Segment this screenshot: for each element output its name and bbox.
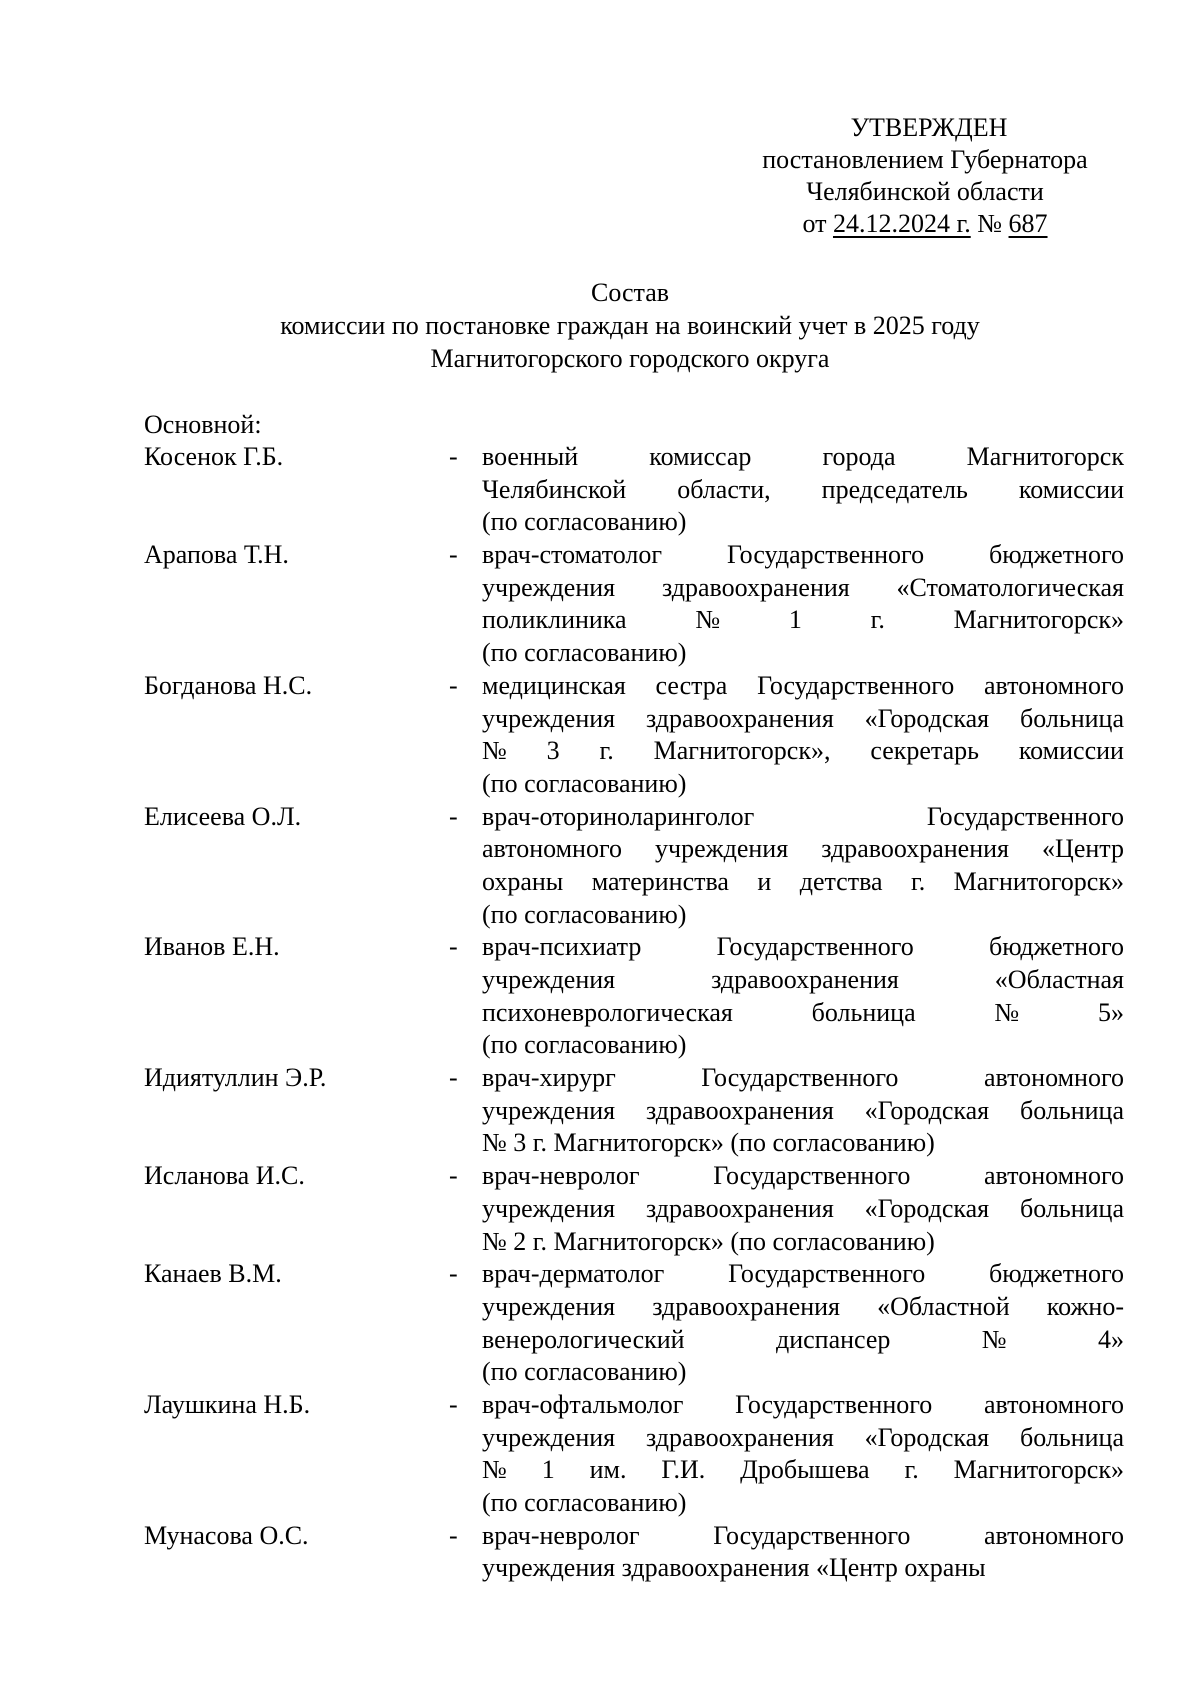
member-description-line: врач-офтальмолог Государственного автономного <box>482 1389 1124 1419</box>
approval-date-line <box>720 208 1130 240</box>
member-row <box>144 1062 1124 1160</box>
member-description-line: медицинская сестра Государственного автономного <box>482 670 1124 700</box>
member-description-line: автономного учреждения здравоохранения «Центр <box>482 834 1124 864</box>
member-row <box>144 1389 1124 1520</box>
member-row <box>144 1160 1124 1258</box>
member-dash: - <box>449 670 458 700</box>
member-dash: - <box>449 1259 458 1289</box>
member-description-line: военный комиссар города Магнитогорск <box>482 442 1124 471</box>
members-list <box>144 441 1124 1585</box>
member-row <box>144 1258 1124 1389</box>
member-description-line: учреждения здравоохранения «Городская больница <box>482 1193 1124 1223</box>
title-line-1: Состав <box>590 278 670 307</box>
member-name: Канаев В.М. <box>144 1259 282 1289</box>
member-description <box>482 801 1124 932</box>
member-dash: - <box>449 1063 458 1093</box>
approval-number: 687 <box>1008 209 1048 238</box>
member-description-line: учреждения здравоохранения «Стоматологическая <box>482 572 1124 602</box>
member-description-line: (по согласованию) <box>482 768 687 798</box>
member-description-line: (по согласованию) <box>482 1030 687 1060</box>
approval-decree-line: постановлением Губернатора <box>762 145 1088 174</box>
member-description <box>482 1160 1124 1258</box>
member-description-line: № 1 им. Г.И. Дробышева г. Магнитогорск» <box>482 1455 1124 1485</box>
member-description <box>482 441 1124 539</box>
member-dash: - <box>449 540 458 570</box>
member-description <box>482 1062 1124 1160</box>
member-description-line: № 3 г. Магнитогорск», секретарь комиссии <box>482 736 1124 766</box>
member-description-line: (по согласованию) <box>482 507 687 537</box>
member-description-line: врач-невролог Государственного автономного <box>482 1161 1124 1191</box>
title-line-2: комиссии по постановке граждан на воинский учет в 2025 году <box>280 311 980 340</box>
member-row <box>144 670 1124 801</box>
member-description-line: (по согласованию) <box>482 1488 687 1517</box>
member-description-line: охраны материнства и детства г. Магнитогорск» <box>482 866 1124 896</box>
approval-region-line: Челябинской области <box>806 177 1044 206</box>
member-name: Исланова И.С. <box>144 1161 305 1191</box>
member-description <box>482 1520 1124 1585</box>
member-dash: - <box>449 1389 458 1419</box>
member-description-line: учреждения здравоохранения «Городская больница <box>482 1095 1124 1125</box>
member-description-line: учреждения здравоохранения «Центр охраны <box>482 1553 986 1583</box>
member-name: Иванов Е.Н. <box>144 932 280 962</box>
section-label: Основной: <box>144 410 262 439</box>
approval-date: 24.12.2024 г. <box>832 209 971 238</box>
member-row <box>144 931 1124 1062</box>
member-dash: - <box>449 1520 458 1550</box>
member-description-line: поликлиника № 1 г. Магнитогорск» <box>482 605 1124 635</box>
member-name: Идиятуллин Э.Р. <box>144 1063 327 1093</box>
member-row <box>144 1520 1124 1585</box>
member-name: Лаушкина Н.Б. <box>144 1389 311 1419</box>
member-name: Арапова Т.Н. <box>144 540 289 570</box>
member-row <box>144 801 1124 932</box>
approval-heading: УТВЕРЖДЕН <box>850 113 1008 142</box>
member-description-line: (по согласованию) <box>482 1357 687 1387</box>
member-description <box>482 539 1124 670</box>
member-name: Косенок Г.Б. <box>144 442 284 471</box>
member-description <box>482 1258 1124 1389</box>
member-description-line: врач-невролог Государственного автономного <box>482 1520 1124 1550</box>
member-description-line: (по согласованию) <box>482 899 687 929</box>
approval-date-prefix: от <box>802 209 827 238</box>
member-description-line: учреждения здравоохранения «Городская больница <box>482 703 1124 733</box>
title-line-3: Магнитогорского городского округа <box>430 344 830 373</box>
document-title <box>130 276 1130 375</box>
member-description-line: врач-стоматолог Государственного бюджетного <box>482 540 1124 570</box>
member-row <box>144 539 1124 670</box>
member-description-line: врач-оториноларинголог Государственного <box>482 801 1124 831</box>
member-description-line: психоневрологическая больница № 5» <box>482 997 1124 1027</box>
member-name: Мунасова О.С. <box>144 1520 309 1550</box>
member-name: Богданова Н.С. <box>144 670 313 700</box>
approval-number-sign: № <box>977 209 1003 238</box>
member-description-line: № 2 г. Магнитогорск» (по согласованию) <box>482 1226 935 1256</box>
member-description-line: врач-дерматолог Государственного бюджетного <box>482 1259 1124 1289</box>
member-description-line: врач-психиатр Государственного бюджетного <box>482 932 1124 962</box>
approval-stamp <box>720 112 1130 240</box>
member-description <box>482 1389 1124 1520</box>
member-dash: - <box>449 932 458 962</box>
member-dash: - <box>449 442 458 471</box>
member-description-line: № 3 г. Магнитогорск» (по согласованию) <box>482 1128 935 1158</box>
member-description-line: (по согласованию) <box>482 638 687 668</box>
member-description <box>482 670 1124 801</box>
member-name: Елисеева О.Л. <box>144 801 302 831</box>
member-description-line: учреждения здравоохранения «Областной кожно- <box>482 1291 1124 1321</box>
member-description-line: врач-хирург Государственного автономного <box>482 1063 1124 1093</box>
member-description-line: венерологический диспансер № 4» <box>482 1324 1124 1354</box>
member-description-line: Челябинской области, председатель комиссии <box>482 474 1124 504</box>
member-description-line: учреждения здравоохранения «Городская больница <box>482 1422 1124 1452</box>
member-description <box>482 931 1124 1062</box>
member-description-line: учреждения здравоохранения «Областная <box>482 965 1124 994</box>
member-row <box>144 441 1124 539</box>
member-dash: - <box>449 801 458 831</box>
member-dash: - <box>449 1161 458 1191</box>
